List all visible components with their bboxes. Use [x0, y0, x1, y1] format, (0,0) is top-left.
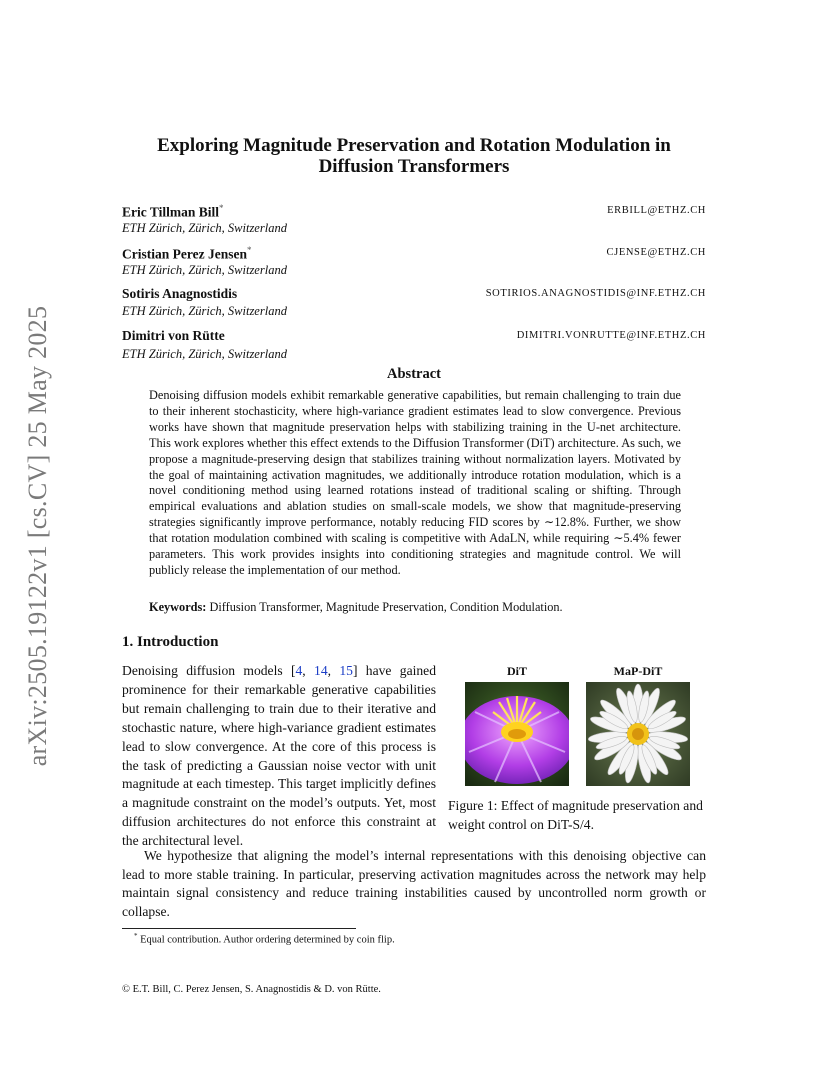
author-block: [122, 245, 706, 285]
author-email: SOTIRIOS.ANAGNOSTIDIS@INF.ETHZ.CH: [485, 288, 706, 299]
footnote-mark: *: [134, 932, 138, 940]
copyright-notice: © E.T. Bill, C. Perez Jensen, S. Anagnostidis & D. von Rütte.: [122, 984, 381, 995]
author-name: Cristian Perez Jensen*: [122, 245, 252, 262]
abstract-text: Denoising diffusion models exhibit remarkable generative capabilities, but remain challenging to train due to their inherent stochasticity, where high-variance gradient estimates lead to slow convergence. Previous works have shown that magnitude preservation helps with stabilizing training in the U-net architecture. This work explores whether this effect extends to the Diffusion Transformer (DiT) architecture. As such, we propose a magnitude-preserving design that stabilizes training without normalization layers. Motivated by the goal of maintaining activation magnitudes, we additionally introduce rotation modulation, which is a novel conditioning method using learned rotations instead of traditional scaling or shifting. Through empirical evaluations and ablation studies on small-scale models, we show that magnitude-preserving strategies significantly improve performance, notably reducing FID scores by ∼12.8%. Further, we show that rotation modulation combined with scaling is competitive with AdaLN, while requiring ∼5.4% fewer parameters. This work provides insights into conditioning strategies and magnitude control. We will publicly release the implementation of our method.: [149, 388, 681, 577]
author-email: ERBILL@ETHZ.CH: [607, 205, 706, 216]
footnote-text: Equal contribution. Author ordering determined by coin flip.: [140, 934, 395, 946]
citation-link[interactable]: 14: [314, 663, 328, 678]
author-affiliation: ETH Zürich, Zürich, Switzerland: [122, 263, 287, 277]
arxiv-identifier: arXiv:2505.19122v1 [cs.CV] 25 May 2025: [23, 305, 52, 767]
author-name: Eric Tillman Bill*: [122, 203, 224, 220]
paper-title: Exploring Magnitude Preservation and Rotation Modulation in Diffusion Transformers: [157, 135, 671, 177]
author-affiliation: ETH Zürich, Zürich, Switzerland: [122, 304, 287, 318]
author-block: [122, 203, 706, 243]
citation-link[interactable]: 15: [339, 663, 353, 678]
author-affiliation: ETH Zürich, Zürich, Switzerland: [122, 347, 287, 361]
figure-label-map-dit: MaP-DiT: [613, 664, 663, 678]
author-email: CJENSE@ETHZ.CH: [606, 247, 706, 258]
introduction-paragraph-2: We hypothesize that aligning the model’s internal representations with this denoising objective can lead to more stable training. In particular, preserving activation magnitudes across the network may help maintain signal consistency and reduce training instabilities caused by uncontrolled norm growth or collapse.: [122, 848, 706, 919]
author-block: [122, 328, 706, 368]
footnote: [134, 932, 395, 946]
footnote-divider: [122, 928, 356, 929]
citation-link[interactable]: 4: [295, 663, 303, 678]
abstract-heading: Abstract: [387, 366, 441, 382]
map-dit-flower-image: [586, 682, 690, 786]
equal-contribution-mark: *: [246, 245, 252, 255]
author-affiliation: ETH Zürich, Zürich, Switzerland: [122, 221, 287, 235]
keywords-line: [149, 600, 681, 615]
keywords-text: Diffusion Transformer, Magnitude Preservation, Condition Modulation.: [209, 600, 563, 614]
section-heading-introduction: 1. Introduction: [122, 634, 219, 650]
author-block: [122, 286, 706, 326]
dit-flower-image: [465, 682, 569, 786]
keywords-label: Keywords:: [149, 600, 207, 614]
author-name: Sotiris Anagnostidis: [122, 286, 238, 301]
arxiv-stamp: [20, 296, 56, 776]
equal-contribution-mark: *: [219, 203, 224, 213]
figure-caption: Figure 1: Effect of magnitude preservation and weight control on DiT-S/4.: [448, 798, 703, 832]
introduction-paragraph-1: Denoising diffusion models [4, 14, 15] have gained prominence for their remarkable generative capabilities but remain challenging to train due to their iterative and stochastic nature, where high-variance gradient estimates lead to slow convergence. At the core of this process is the task of predicting a Gaussian noise vector with unit magnitude at each timestep. This target implicitly defines a magnitude constraint on the model’s outputs. Yet, most diffusion architectures do not enforce this constraint at the architectural level.: [122, 663, 437, 849]
figure-label-dit: DiT: [506, 664, 527, 678]
author-name: Dimitri von Rütte: [122, 328, 225, 343]
author-email: DIMITRI.VONRUTTE@INF.ETHZ.CH: [516, 330, 706, 341]
